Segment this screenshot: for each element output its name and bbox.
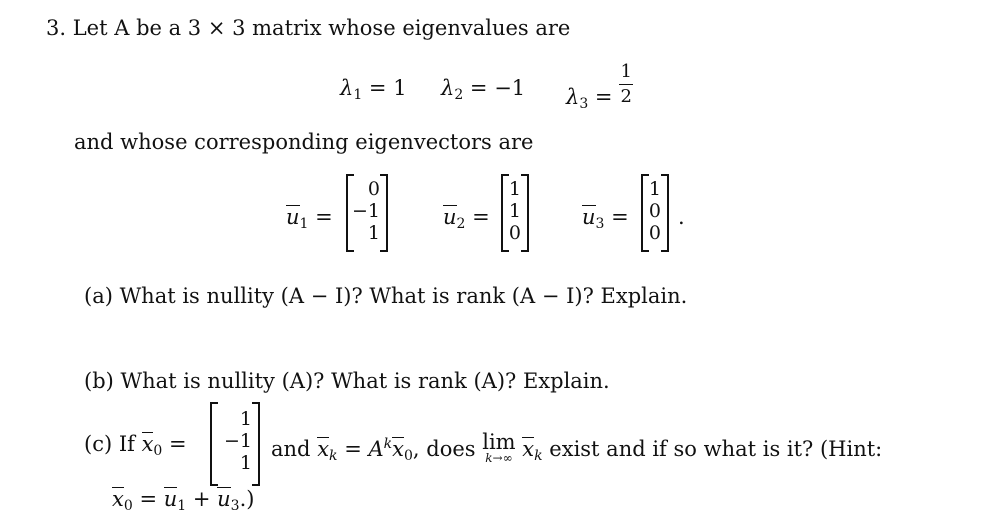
u2-label: $u_2$ = bbox=[443, 205, 490, 232]
lambda3-numerator: 1 bbox=[620, 61, 632, 82]
lambda1-equation: $\lambda_1 = 1$ bbox=[340, 76, 407, 103]
lambda2-value: −1 bbox=[494, 76, 526, 100]
x0-vector bbox=[210, 402, 260, 486]
x0-entry-1: 1 bbox=[239, 408, 252, 430]
part-c-and: and bbox=[271, 437, 311, 461]
lambda3-fraction bbox=[619, 62, 633, 107]
u1-entry-2: −1 bbox=[351, 200, 380, 222]
u1-entry-3: 1 bbox=[367, 222, 380, 244]
lambda1-value: 1 bbox=[393, 76, 407, 100]
u1-vector bbox=[346, 174, 388, 252]
u2-entry-3: 0 bbox=[508, 222, 521, 244]
lambda2-equation: $\lambda_2 = -1$ bbox=[441, 76, 526, 103]
problem-intro-line bbox=[46, 16, 570, 40]
part-c-tail: exist and if so what is it? (Hint: bbox=[549, 437, 883, 461]
problem-number: 3. bbox=[46, 16, 67, 40]
eigenvector-intro: and whose corresponding eigenvectors are bbox=[74, 130, 534, 154]
u3-entry-3: 0 bbox=[648, 222, 661, 244]
lambda3-denominator: 2 bbox=[620, 86, 632, 107]
limit-operator bbox=[482, 432, 515, 464]
part-c-expression: and xk = $A^kx_0$, does lim k→∞ xk exist and if so what is it? (Hint: bbox=[271, 430, 883, 465]
u3-label: $u_3$ = bbox=[582, 205, 629, 232]
lambda3-equation: $\lambda_3$ = $\frac{1}{2}$ bbox=[566, 61, 632, 112]
part-a-question: (a) What is nullity (A − I)? What is rank (A − I)? Explain. bbox=[84, 284, 688, 308]
u3-period: . bbox=[678, 205, 685, 229]
part-c-label: (c) If $x_0$ = bbox=[84, 432, 187, 459]
part-c-does: does bbox=[426, 437, 476, 461]
x0-entry-3: 1 bbox=[239, 452, 252, 474]
u1-label: $u_1$ = bbox=[286, 205, 333, 232]
u2-entry-1: 1 bbox=[508, 178, 521, 200]
problem-intro: Let A be a 3 × 3 matrix whose eigenvalues are bbox=[72, 16, 571, 40]
u3-entry-1: 1 bbox=[648, 178, 661, 200]
u1-entry-1: 0 bbox=[367, 178, 380, 200]
part-c-if: (c) If bbox=[84, 432, 135, 456]
u2-vector bbox=[501, 174, 529, 252]
u3-entry-2: 0 bbox=[648, 200, 661, 222]
part-b-question: (b) What is nullity (A)? What is rank (A)? Explain. bbox=[84, 369, 610, 393]
hint-equation: $x_0 = u_1 + u_3$.) bbox=[112, 487, 255, 514]
hint-close: .) bbox=[239, 487, 255, 511]
lim-text: lim bbox=[482, 430, 516, 454]
lim-subscript: k→∞ bbox=[485, 451, 513, 465]
u2-entry-2: 1 bbox=[508, 200, 521, 222]
x0-entry-2: −1 bbox=[223, 430, 252, 452]
u3-vector bbox=[641, 174, 669, 252]
